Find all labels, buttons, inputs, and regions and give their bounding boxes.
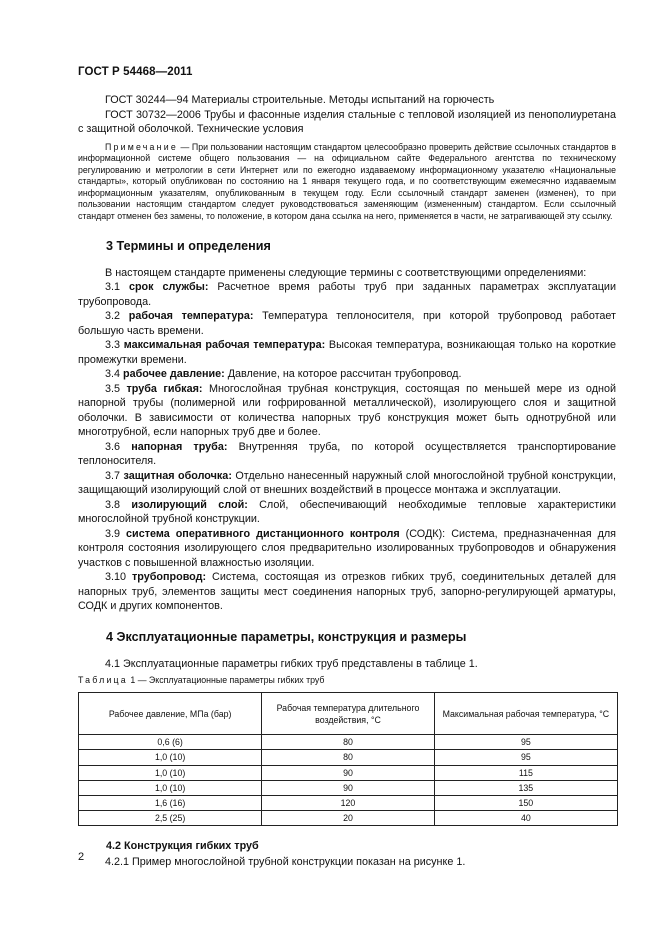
table-header-cell: Рабочая температура длительного воздействия, °С: [262, 693, 434, 735]
term-number: 3.8: [105, 498, 121, 511]
page-number: 2: [78, 851, 85, 863]
table-label: Таблица: [78, 675, 128, 686]
term-text: Давление, на которое рассчитан трубопровод.: [227, 368, 462, 381]
table-cell: 2,5 (25): [79, 811, 262, 826]
term-definition: [78, 570, 616, 614]
table-header-cell: Рабочее давление, МПа (бар): [79, 693, 262, 735]
table-cell: 1,0 (10): [79, 765, 262, 780]
term-definition: [78, 527, 616, 571]
term-text: Внутренняя труба, по которой осуществляется транспортирование теплоносителя.: [78, 440, 617, 468]
term-definition: [78, 440, 616, 469]
reference-code: ГОСТ 30732—2006: [105, 108, 201, 121]
term-name: максимальная рабочая температура:: [123, 339, 326, 352]
term-name: рабочее давление:: [123, 368, 225, 381]
table-cell: 40: [434, 811, 617, 826]
term-number: 3.9: [105, 527, 121, 540]
term-name: изолирующий слой:: [131, 498, 248, 511]
term-definition: [78, 367, 616, 382]
table-cell: 150: [434, 795, 617, 810]
table-cell: 90: [262, 765, 434, 780]
term-text: Слой, обеспечивающий необходимые тепловые характеристики многослойной трубной конструкции.: [78, 498, 616, 526]
section-heading: 3 Термины и определения: [106, 238, 271, 253]
table-cell: 95: [434, 735, 617, 750]
term-name: напорная труба:: [131, 440, 228, 453]
subsection-paragraph: 4.2.1 Пример многослойной трубной конструкции показан на рисунке 1.: [105, 856, 466, 869]
term-definition: [78, 382, 616, 440]
term-name: система оперативного дистанционного контроля: [126, 527, 400, 540]
term-number: 3.3: [105, 339, 121, 352]
reference-text: Трубы и фасонные изделия стальные с тепловой изоляцией из пенополиуретана с защитной оболочкой. Технические условия: [78, 108, 617, 135]
term-text: Многослойная трубная конструкция, состоящая по меньшей мере из одной напорной трубы (полимерной или гофрированной металлической), изолирующего слоя и защитной оболочки. В зависимости от количества напорных труб конструкция может быть однотрубной или многотрубной, если напорных труб две и более.: [78, 382, 616, 439]
table-cell: 20: [262, 811, 434, 826]
term-definition: [78, 498, 616, 527]
section-paragraph: 4.1 Эксплуатационные параметры гибких труб представлены в таблице 1.: [105, 657, 478, 670]
parameters-table: [78, 692, 618, 826]
term-text: Расчетное время работы труб при заданных параметрах эксплуатации трубопровода.: [78, 281, 616, 308]
term-definition: [78, 280, 616, 309]
term-name: труба гибкая:: [126, 382, 203, 395]
table-row: [79, 811, 618, 826]
term-definition: [78, 338, 616, 367]
table-cell: 1,6 (16): [79, 795, 262, 810]
table-row: [79, 735, 618, 750]
table-cell: 1,0 (10): [79, 780, 262, 795]
table-caption: [78, 675, 616, 685]
section-intro: В настоящем стандарте применены следующие термины с соответствующими определениями:: [105, 266, 587, 279]
term-number: 3.2: [105, 310, 121, 323]
reference-code: ГОСТ 30244—94: [105, 94, 189, 106]
reference-item: [78, 93, 616, 108]
term-name: трубопровод:: [131, 571, 207, 584]
table-cell: 90: [262, 780, 434, 795]
document-header: ГОСТ Р 54468—2011: [78, 66, 193, 78]
term-text: Отдельно нанесенный наружный слой многослойной трубной конструкции, защищающий изолирующий слой от внешних воздействий в процессе монтажа и эксплуатации.: [78, 469, 617, 497]
table-cell: 120: [262, 795, 434, 810]
term-number: 3.7: [105, 469, 121, 482]
term-name: рабочая температура:: [128, 310, 254, 323]
table-cell: 80: [262, 750, 434, 765]
table-cell: 1,0 (10): [79, 750, 262, 765]
term-number: 3.4: [105, 368, 121, 381]
table-cell: 80: [262, 735, 434, 750]
table-cell: 95: [434, 750, 617, 765]
table-body: [79, 735, 618, 826]
reference-text: Материалы строительные. Методы испытаний на горючесть: [191, 94, 495, 106]
table-row: [79, 750, 618, 765]
terms-list: [78, 280, 616, 614]
term-number: 3.1: [105, 281, 121, 294]
term-name: защитная оболочка:: [123, 469, 232, 482]
reference-item: [78, 108, 616, 137]
note-label: Примечание: [105, 141, 178, 152]
term-number: 3.10: [105, 571, 127, 584]
note-text: — При пользовании настоящим стандартом целесообразно проверить действие ссылочных стандартов в информационной системе общего пользования — на официальном сайте Федерального агентства по техническому регулированию и метрологии в сети Интернет или по ежегодно издаваемому информационному указателю «Национальные стандарты», который опубликован по состоянию на 1 января текущего года, и по соответствующим ежемесячно издаваемым информационным указателям, опубликованным в текущем году. Если ссылочный стандарт заменен (изменен), то при пользовании настоящим стандартом следует руководствоваться заменяющим (измененным) стандартом. Если ссылочный стандарт отменен без замены, то положение, в котором дана ссылка на него, применяется в части, не затрагивающей эту ссылку.: [78, 141, 616, 222]
term-definition: [78, 309, 616, 338]
table-cell: 0,6 (6): [79, 735, 262, 750]
note-paragraph: [78, 142, 616, 223]
table-header-cell: Максимальная рабочая температура, °С: [434, 693, 617, 735]
term-definition: [78, 469, 616, 498]
table-header-row: [79, 693, 618, 735]
term-text: Система, состоящая из отрезков гибких труб, соединительных деталей для напорных труб, элементов защиты мест соединения напорных труб, запорно-регулирующей арматуры, СОДК и других компонентов.: [78, 571, 617, 613]
term-name: срок службы:: [128, 281, 209, 294]
term-text: Температура теплоносителя, при которой трубопровод работает большую часть времени.: [78, 310, 617, 337]
term-text: Высокая температура, возникающая только на короткие промежутки времени.: [78, 339, 616, 366]
term-text: (СОДК): Система, предназначенная для контроля состояния изолирующего слоя предварительно изолированных трубопроводов и обнаружения участков с повышенной влажностью изоляции.: [78, 527, 617, 569]
section-heading: 4 Эксплуатационные параметры, конструкция и размеры: [106, 629, 467, 644]
table-row: [79, 765, 618, 780]
page-content: [78, 93, 616, 870]
term-number: 3.6: [105, 440, 121, 453]
subsection-heading: 4.2 Конструкция гибких труб: [106, 840, 259, 853]
table-cell: 115: [434, 765, 617, 780]
table-row: [79, 795, 618, 810]
table-caption-text: 1 — Эксплуатационные параметры гибких труб: [130, 675, 325, 686]
table-row: [79, 780, 618, 795]
table-cell: 135: [434, 780, 617, 795]
term-number: 3.5: [105, 382, 121, 395]
